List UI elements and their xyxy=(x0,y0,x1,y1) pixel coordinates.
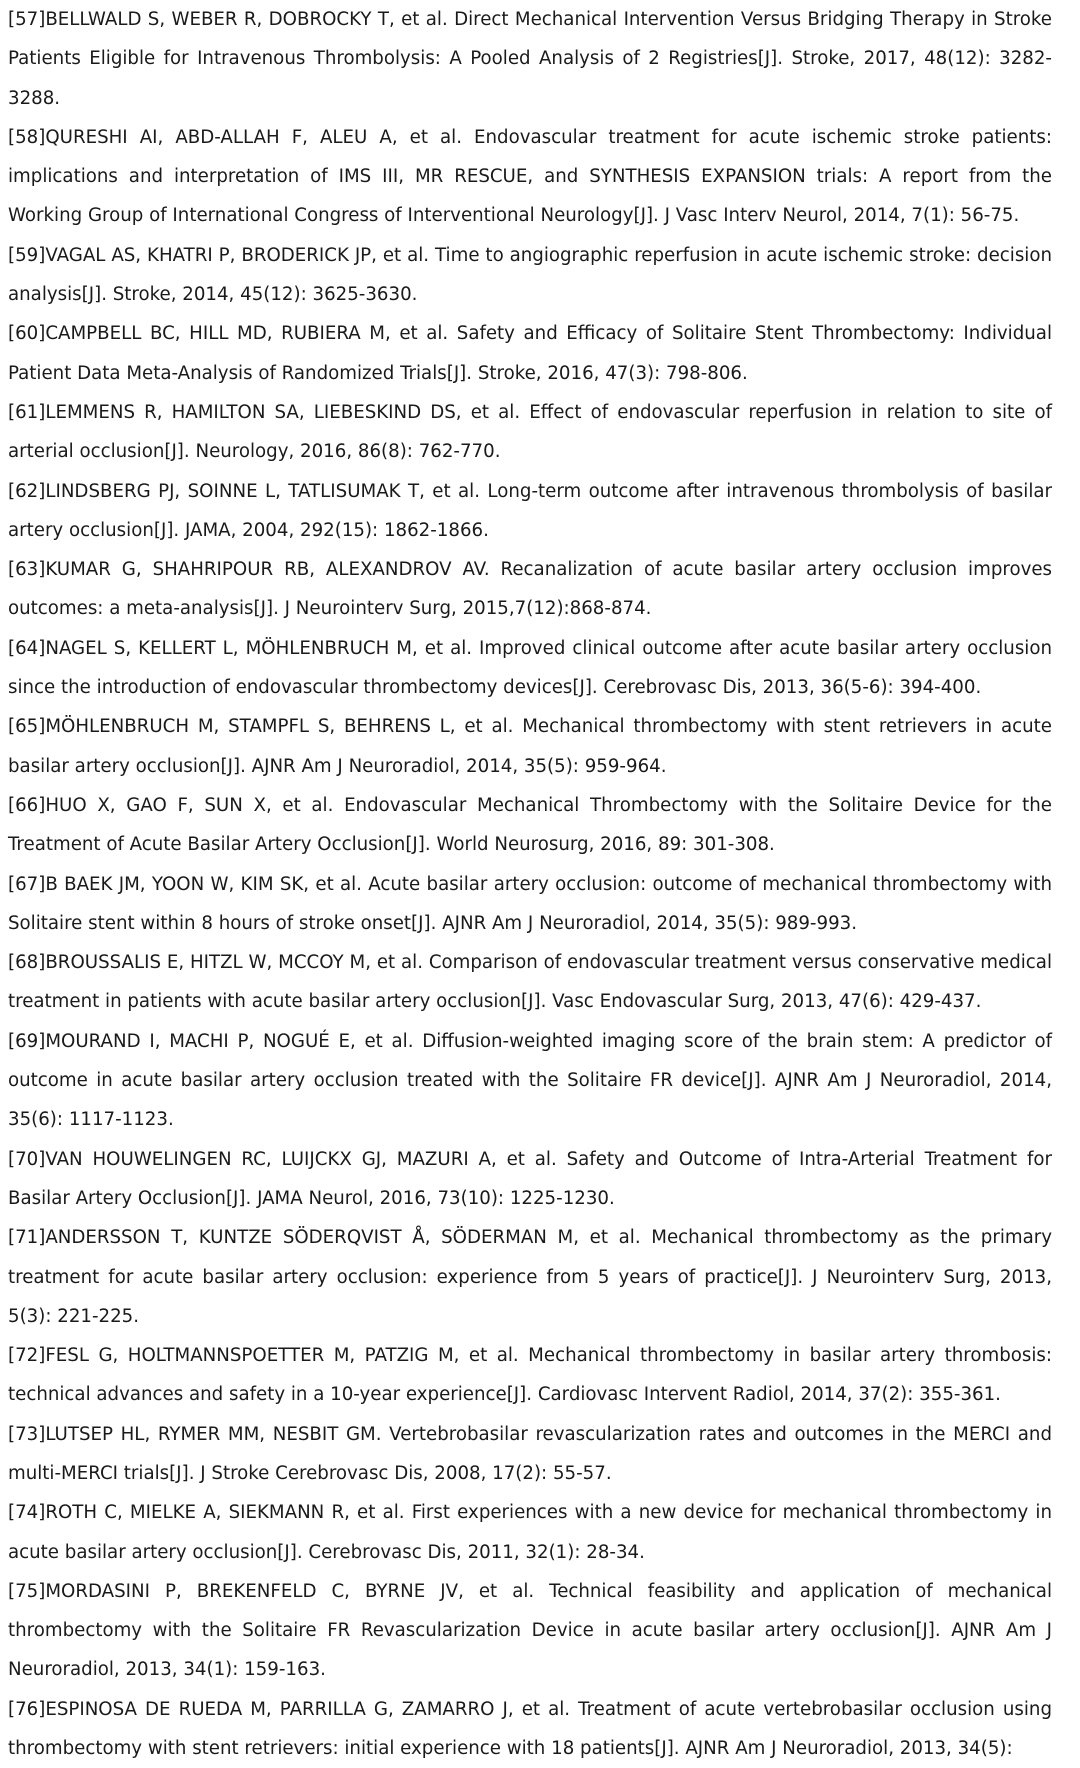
reference-entry: [70]VAN HOUWELINGEN RC, LUIJCKX GJ, MAZURI A, et al. Safety and Outcome of Intra-Arterial Treatment for Basilar Artery Occlusion[J]. JAMA Neurol, 2016, 73(10): 1225-1230. xyxy=(8,1148,1052,1209)
reference-entry: [74]ROTH C, MIELKE A, SIEKMANN R, et al. First experiences with a new device for mechanical thrombectomy in acute basilar artery occlusion[J]. Cerebrovasc Dis, 2011, 32(1): 28-34. xyxy=(8,1502,1052,1563)
reference-entry: [65]MÖHLENBRUCH M, STAMPFL S, BEHRENS L, et al. Mechanical thrombectomy with stent retrievers in acute basilar artery occlusion[J]. AJNR Am J Neuroradiol, 2014, 35(5): 959-964. xyxy=(8,716,1052,777)
reference-entry: [57]BELLWALD S, WEBER R, DOBROCKY T, et al. Direct Mechanical Intervention Versus Bridging Therapy in Stroke Patients Eligible for Intravenous Thrombolysis: A Pooled Analysis of 2 Registries[J]. Stroke, 2017, 48(12): 3282-3288. xyxy=(8,9,1052,109)
reference-entry: [76]ESPINOSA DE RUEDA M, PARRILLA G, ZAMARRO J, et al. Treatment of acute vertebrobasilar occlusion using thrombectomy with stent retrievers: initial experience with 18 patients[J]. AJNR Am J Neuroradiol, 2013, 34(5): xyxy=(8,1698,1052,1760)
reference-entry: [69]MOURAND I, MACHI P, NOGUÉ E, et al. Diffusion-weighted imaging score of the brain stem: A predictor of outcome in acute basilar artery occlusion treated with the Solitaire FR device[J]. AJNR Am J Neuroradiol, 2014, 35(6): 1117-1123. xyxy=(8,1030,1052,1131)
reference-list xyxy=(8,0,1052,1768)
reference-entry: [59]VAGAL AS, KHATRI P, BRODERICK JP, et al. Time to angiographic reperfusion in acute ischemic stroke: decision analysis[J]. Stroke, 2014, 45(12): 3625-3630. xyxy=(8,244,1052,306)
reference-entry: [71]ANDERSSON T, KUNTZE SÖDERQVIST Å, SÖDERMAN M, et al. Mechanical thrombectomy as the primary treatment for acute basilar artery occlusion: experience from 5 years of practice[J]. J Neurointerv Surg, 2013, 5(3): 221-225. xyxy=(8,1227,1052,1327)
reference-entry: [67]B BAEK JM, YOON W, KIM SK, et al. Acute basilar artery occlusion: outcome of mechanical thrombectomy with Solitaire stent within 8 hours of stroke onset[J]. AJNR Am J Neuroradiol, 2014, 35(5): 989-993. xyxy=(8,873,1052,934)
reference-page xyxy=(8,0,1052,1760)
reference-entry: [73]LUTSEP HL, RYMER MM, NESBIT GM. Vertebrobasilar revascularization rates and outcomes in the MERCI and multi-MERCI trials[J]. J Stroke Cerebrovasc Dis, 2008, 17(2): 55-57. xyxy=(8,1423,1052,1484)
reference-entry: [72]FESL G, HOLTMANNSPOETTER M, PATZIG M, et al. Mechanical thrombectomy in basilar artery thrombosis: technical advances and safety in a 10-year experience[J]. Cardiovasc Intervent Radiol, 2014, 37(2): 355-361. xyxy=(8,1345,1052,1406)
reference-entry: [62]LINDSBERG PJ, SOINNE L, TATLISUMAK T, et al. Long-term outcome after intravenous thrombolysis of basilar artery occlusion[J]. JAMA, 2004, 292(15): 1862-1866. xyxy=(8,480,1052,541)
reference-entry: [68]BROUSSALIS E, HITZL W, MCCOY M, et al. Comparison of endovascular treatment versus conservative medical treatment in patients with acute basilar artery occlusion[J]. Vasc Endovascular Surg, 2013, 47(6): 429-437. xyxy=(8,952,1052,1013)
reference-entry: [63]KUMAR G, SHAHRIPOUR RB, ALEXANDROV AV. Recanalization of acute basilar artery occlusion improves outcomes: a meta-analysis[J]. J Neurointerv Surg, 2015,7(12):868-874. xyxy=(8,559,1052,620)
reference-entry: [64]NAGEL S, KELLERT L, MÖHLENBRUCH M, et al. Improved clinical outcome after acute basilar artery occlusion since the introduction of endovascular thrombectomy devices[J]. Cerebrovasc Dis, 2013, 36(5-6): 394-400. xyxy=(8,637,1052,699)
reference-entry: [66]HUO X, GAO F, SUN X, et al. Endovascular Mechanical Thrombectomy with the Solitaire Device for the Treatment of Acute Basilar Artery Occlusion[J]. World Neurosurg, 2016, 89: 301-308. xyxy=(8,794,1052,856)
reference-entry: [61]LEMMENS R, HAMILTON SA, LIEBESKIND DS, et al. Effect of endovascular reperfusion in relation to site of arterial occlusion[J]. Neurology, 2016, 86(8): 762-770. xyxy=(8,401,1052,463)
reference-entry: [75]MORDASINI P, BREKENFELD C, BYRNE JV, et al. Technical feasibility and application of mechanical thrombectomy with the Solitaire FR Revascularization Device in acute basilar artery occlusion[J]. AJNR Am J Neuroradiol, 2013, 34(1): 159-163. xyxy=(8,1580,1052,1681)
reference-entry: [60]CAMPBELL BC, HILL MD, RUBIERA M, et al. Safety and Efficacy of Solitaire Stent Thrombectomy: Individual Patient Data Meta-Analysis of Randomized Trials[J]. Stroke, 2016, 47(3): 798-806. xyxy=(8,323,1052,384)
reference-entry: [58]QURESHI AI, ABD-ALLAH F, ALEU A, et al. Endovascular treatment for acute ischemic stroke patients: implications and interpretation of IMS III, MR RESCUE, and SYNTHESIS EXPANSION trials: A report from the Working Group of International Congress of Interventional Neurology[J]. J Vasc Interv Neurol, 2014, 7(1): 56-75. xyxy=(8,126,1052,227)
